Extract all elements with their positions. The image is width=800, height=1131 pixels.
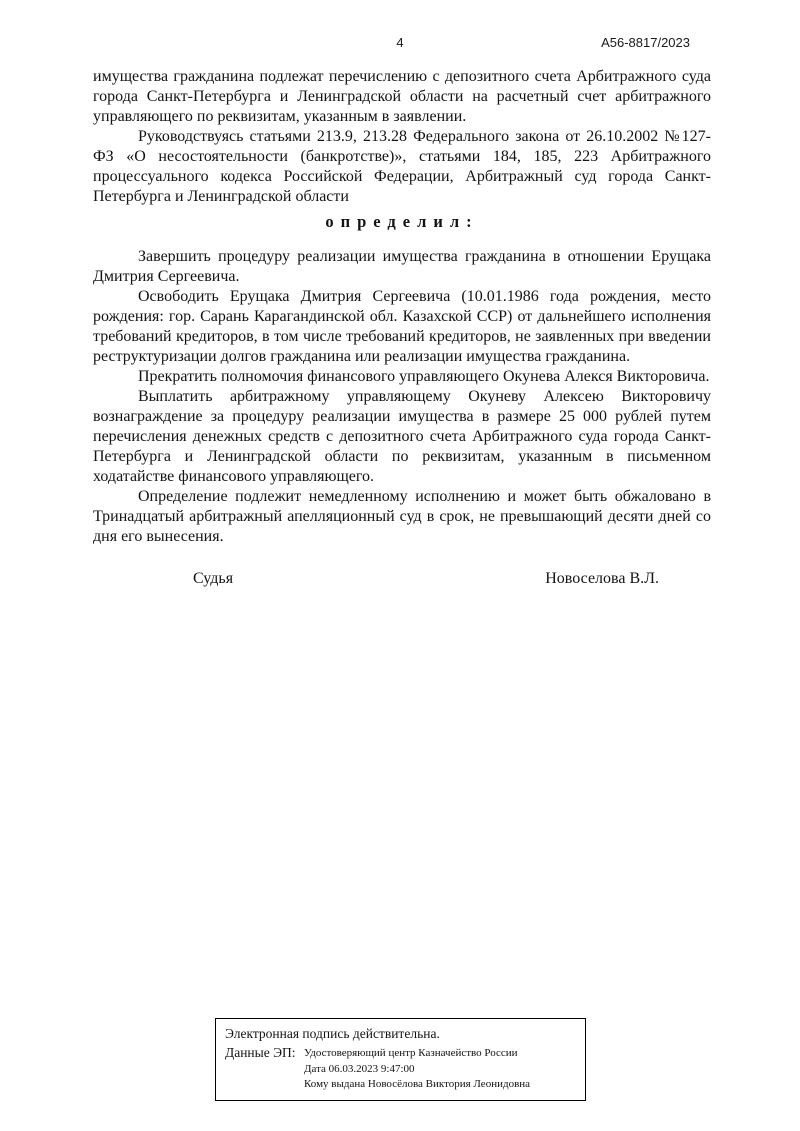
ruling-heading: определил: (325, 212, 479, 231)
case-number: А56-8817/2023 (601, 35, 690, 50)
paragraph-ruling-complete-procedure: Завершить процедуру реализации имущества гражданина в отношении Ерущака Дмитрия Сергеевича. (93, 248, 711, 285)
stamp-line-issued-to: Кому выдана Новосёлова Виктория Леонидовна (304, 1078, 531, 1090)
stamp-line-certification-authority: Удостоверяющий центр Казначейство России (304, 1047, 518, 1059)
paragraph-legal-basis: Руководствуясь статьями 213.9, 213.28 Федерального закона от 26.10.2002 №127-ФЗ «О несостоятельности (банкротстве)», статьями 184, 185, 223 Арбитражного процессуального кодекса Российской Федерации, Арбитражный суд города Санкт-Петербурга и Ленинградской области (93, 128, 711, 205)
document-body (93, 67, 711, 589)
paragraph-ruling-appeal-terms: Определение подлежит немедленному исполнению и может быть обжаловано в Тринадцатый арбитражный апелляционный суд в срок, не превышающий десяти дней со дня его вынесения. (93, 488, 711, 545)
paragraph-deposit-transfer: имущества гражданина подлежат перечислению с депозитного счета Арбитражного суда города Санкт-Петербурга и Ленинградской области на расчетный счет арбитражного управляющего по реквизитам, указанным в заявлении. (93, 68, 711, 125)
signature-row (93, 569, 711, 589)
electronic-signature-stamp (215, 1018, 586, 1101)
stamp-data-label: Данные ЭП: (225, 1045, 296, 1060)
judge-label: Судья (193, 570, 234, 587)
stamp-title: Электронная подпись действительна. (225, 1026, 440, 1041)
stamp-details-row (225, 1045, 576, 1093)
judge-name: Новоселова В.Л. (545, 570, 659, 587)
paragraph-ruling-release-debtor: Освободить Ерущака Дмитрия Сергеевича (10.01.1986 года рождения, место рождения: гор. Сарань Карагандинской обл. Казахской ССР) от дальнейшего исполнения требований кредиторов, в том числе требований кредиторов, не заявленных при введении реструктуризации долгов гражданина или реализации имущества гражданина. (93, 288, 711, 365)
paragraph-ruling-terminate-manager: Прекратить полномочия финансового управляющего Окунева Алекся Викторовича. (138, 368, 710, 385)
page-number: 4 (396, 35, 404, 50)
paragraph-ruling-pay-remuneration: Выплатить арбитражному управляющему Окуневу Алексею Викторовичу вознаграждение за процедуру реализации имущества в размере 25 000 рублей путем перечисления денежных средств с депозитного счета Арбитражного суда города Санкт-Петербурга и Ленинградской области по реквизитам, указанным в письменном ходатайстве финансового управляющего. (93, 388, 711, 485)
stamp-details (304, 1045, 530, 1093)
page-header (0, 35, 800, 53)
stamp-line-date: Дата 06.03.2023 9:47:00 (304, 1062, 415, 1075)
